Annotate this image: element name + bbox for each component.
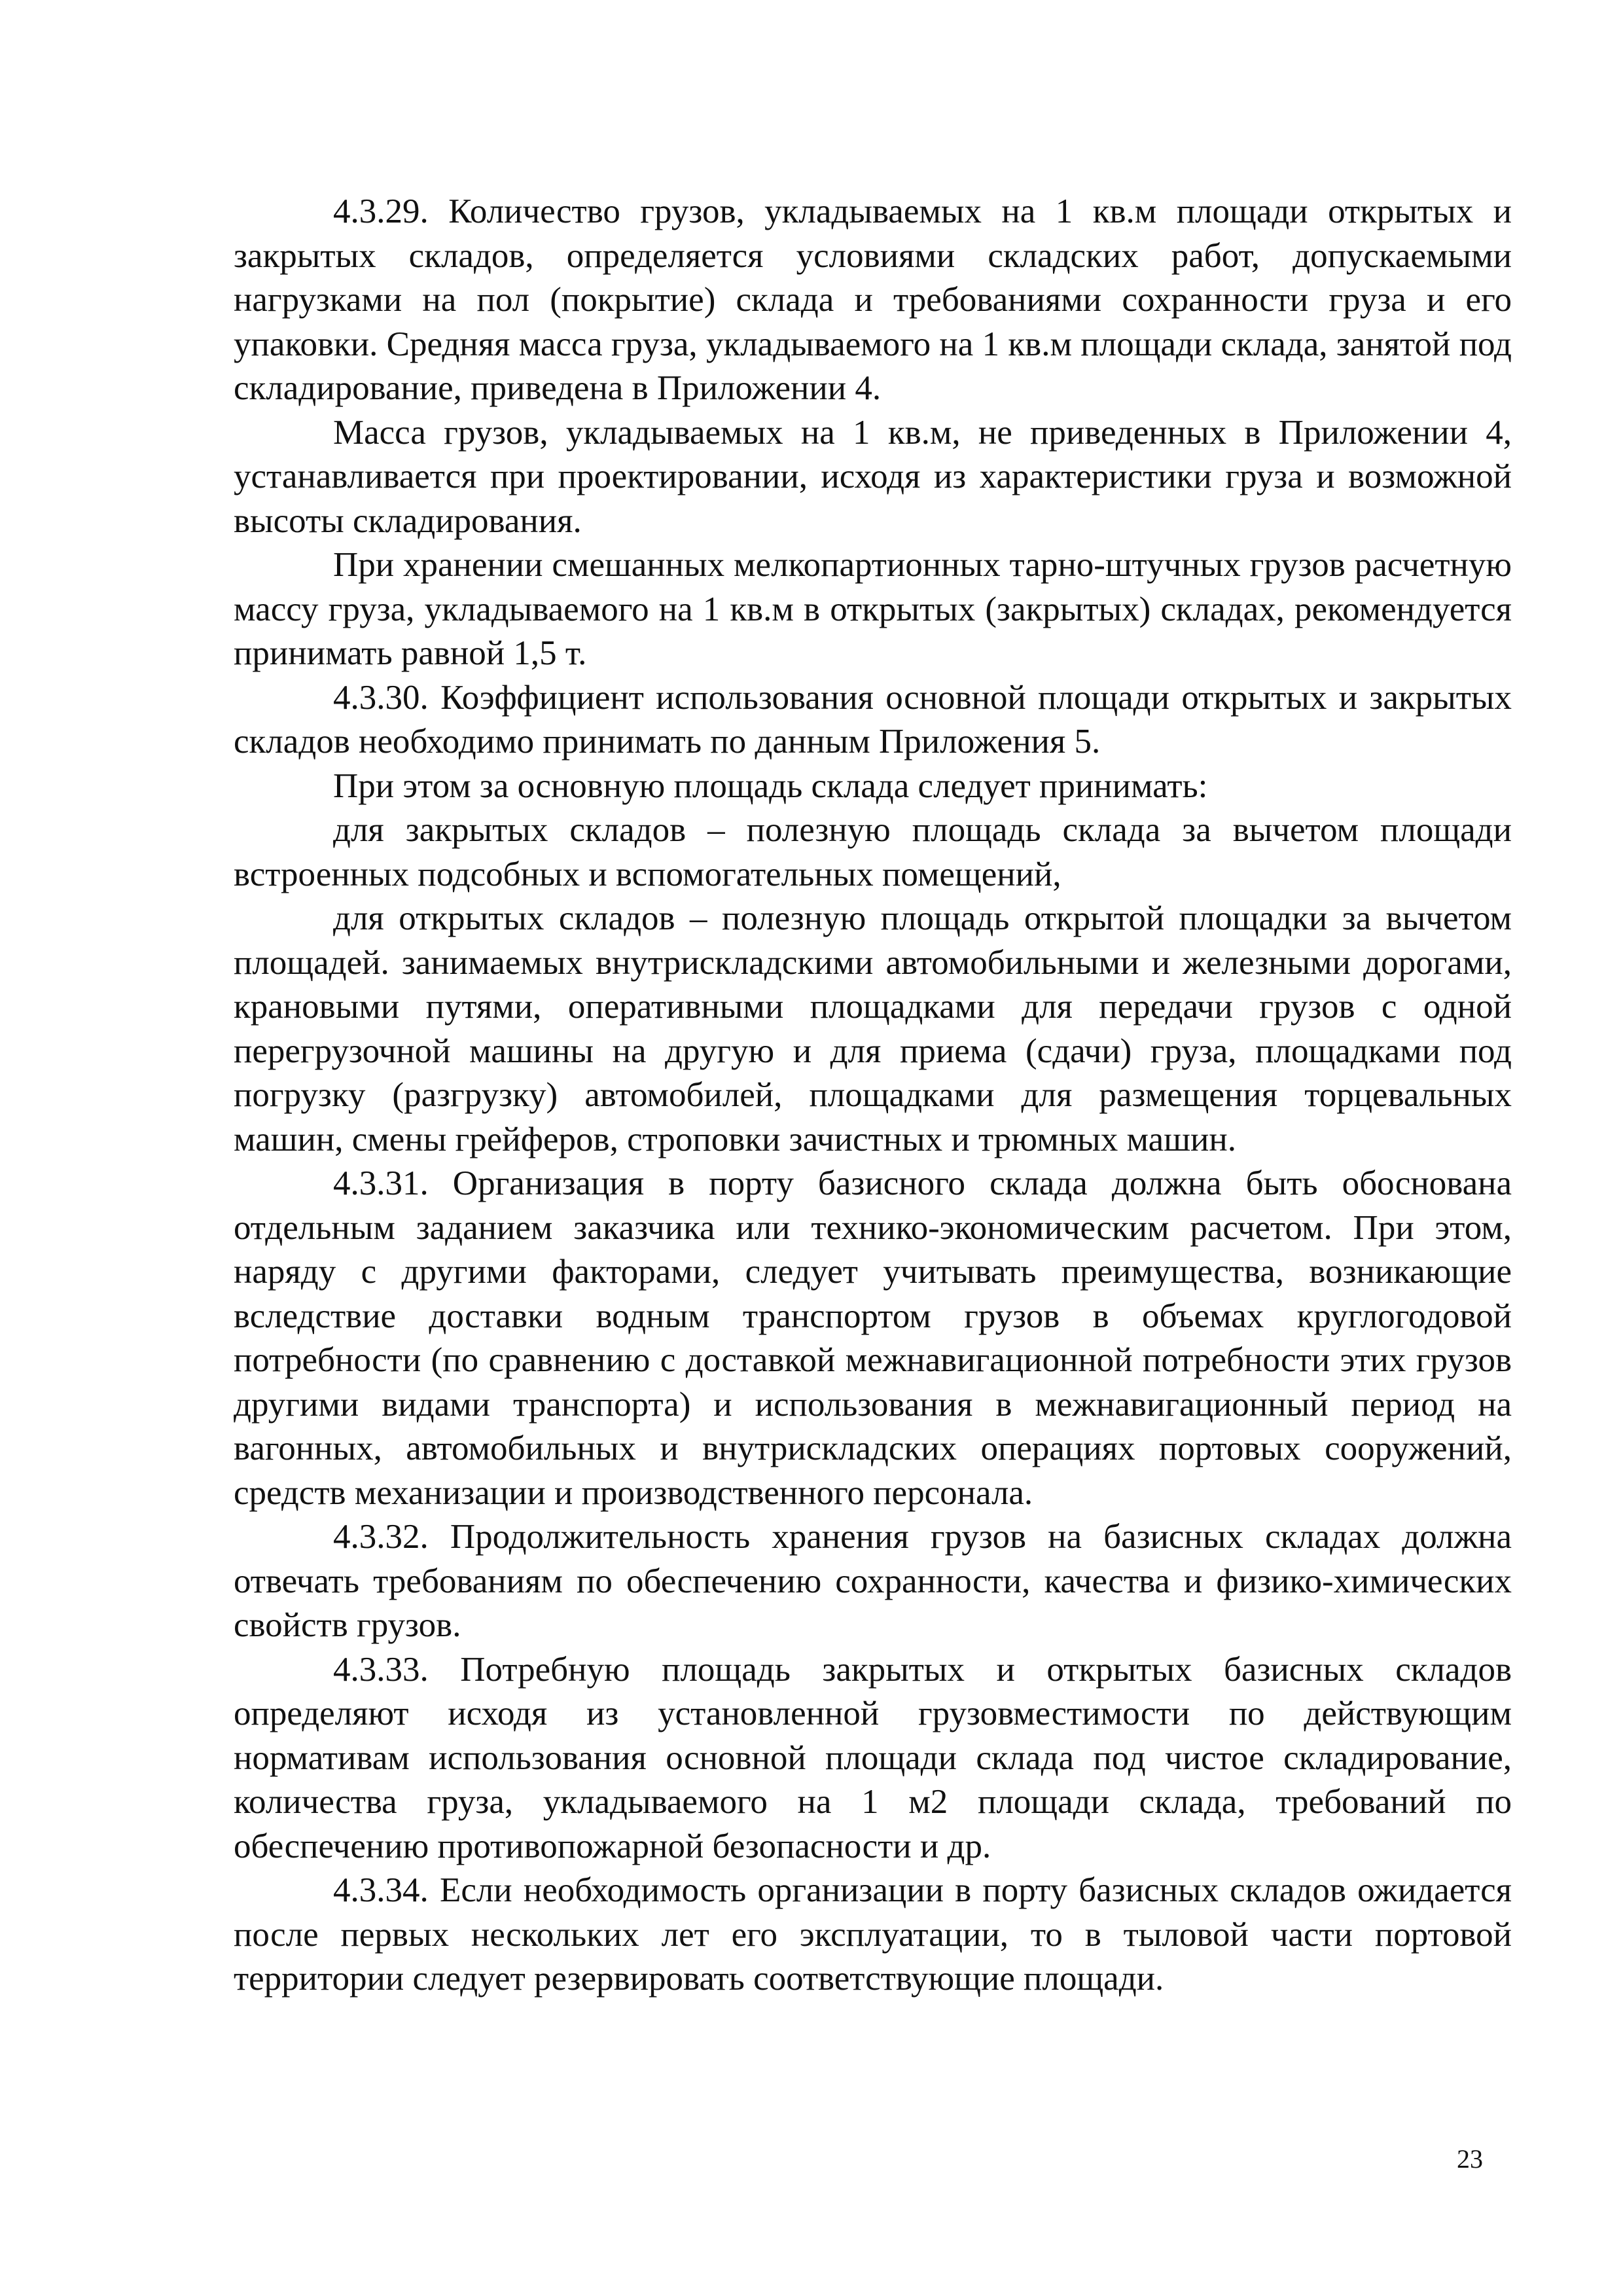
paragraph-mass-of-cargo: Масса грузов, укладываемых на 1 кв.м, не приведенных в Приложении 4, устанавливается при проектировании, исходя из характеристики груза и возможной высоты складирования. [234,413,1512,540]
paragraph-4-3-31: 4.3.31. Организация в порту базисного склада должна быть обоснована отдельным заданием заказчика или технико-экономическим расчетом. При этом, наряду с другими факторами, следует учитывать преимущества, возникающие вследствие доставки водным транспортом грузов в объемах круглогодовой потребности (по сравнению с доставкой межнавигационной потребности этих грузов другими видами транспорта) и использования в межнавигационный период на вагонных, автомобильных и внутрискладских операциях портовых сооружений, средств механизации и производственного персонала. [234,1164,1512,1512]
paragraph-4-3-30: 4.3.30. Коэффициент использования основной площади открытых и закрытых складов необходимо принимать по данным Приложения 5. [234,678,1512,761]
paragraph-4-3-29: 4.3.29. Количество грузов, укладываемых на 1 кв.м площади открытых и закрытых складов, определяется условиями складских работ, допускаемыми нагрузками на пол (покрытие) склада и требованиями сохранности груза и его упаковки. Средняя масса груза, укладываемого на 1 кв.м площади склада, занятой под складирование, приведена в Приложении 4. [234,192,1512,407]
paragraph-open-warehouses: для открытых складов – полезную площадь открытой площадки за вычетом площадей. занимаемых внутрискладскими автомобильными и железными дорогами, крановыми путями, оперативными площадками для передачи грузов с одной перегрузочной машины на другую и для приема (сдачи) груза, площадками под погрузку (разгрузку) автомобилей, площадками для размещения торцевальных машин, смены грейферов, строповки зачистных и трюмных машин. [234,899,1512,1158]
paragraph-4-3-32: 4.3.32. Продолжительность хранения грузов на базисных складах должна отвечать требованиям по обеспечению сохранности, качества и физико-химических свойств грузов. [234,1518,1512,1644]
paragraph-4-3-34: 4.3.34. Если необходимость организации в порту базисных складов ожидается после первых нескольких лет его эксплуатации, то в тыловой части портовой территории следует резервировать соответствующие площади. [234,1871,1512,1998]
paragraph-main-area: При этом за основную площадь склада следует принимать: [333,766,1208,805]
paragraph-closed-warehouses: для закрытых складов – полезную площадь склада за вычетом площади встроенных подсобных и вспомогательных помещений, [234,811,1512,893]
body-text [234,190,1512,2001]
page-number: 23 [1457,2144,1483,2174]
paragraph-mixed-cargo: При хранении смешанных мелкопартионных тарно-штучных грузов расчетную массу груза, укладываемого на 1 кв.м в открытых (закрытых) складах, рекомендуется принимать равной 1,5 т. [234,546,1512,672]
paragraph-4-3-33: 4.3.33. Потребную площадь закрытых и открытых базисных складов определяют исходя из установленной грузовместимости по действующим нормативам использования основной площади склада под чистое складирование, количества груза, укладываемого на 1 м2 площади склада, требований по обеспечению противопожарной безопасности и др. [234,1650,1512,1865]
